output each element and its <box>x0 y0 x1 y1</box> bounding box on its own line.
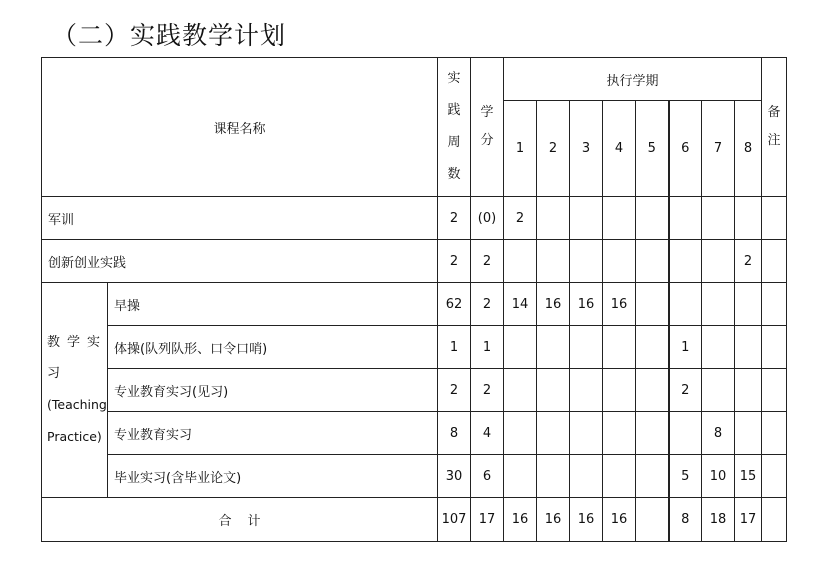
teaching-practice-category <box>42 283 108 498</box>
semester-cell <box>735 412 762 455</box>
weeks-cell: 62 <box>438 283 471 326</box>
semester-cell <box>702 240 735 283</box>
semester-cell: 2 <box>669 369 702 412</box>
semester-cell <box>570 412 603 455</box>
table-row <box>42 455 787 498</box>
header-row-top <box>42 58 787 101</box>
semester-header: 3 <box>570 101 603 197</box>
semester-cell <box>669 283 702 326</box>
practice-plan-table <box>41 57 787 542</box>
table-row <box>42 240 787 283</box>
semester-cell: 2 <box>735 240 762 283</box>
semester-cell <box>570 240 603 283</box>
practice-weeks-header: 实践周数 <box>438 58 471 197</box>
weeks-cell: 2 <box>438 240 471 283</box>
table-row <box>42 412 787 455</box>
semester-cell: 16 <box>537 283 570 326</box>
semester-cell <box>504 326 537 369</box>
semester-cell <box>636 197 669 240</box>
table-row <box>42 326 787 369</box>
semester-cell <box>537 412 570 455</box>
semester-cell <box>702 197 735 240</box>
total-semester-cell <box>636 498 669 542</box>
total-semester-cell: 18 <box>702 498 735 542</box>
category-en-line2: Practice) <box>47 429 102 444</box>
semester-cell: 14 <box>504 283 537 326</box>
course-name-cell: 专业教育实习(见习) <box>108 369 438 412</box>
semester-cell <box>603 240 636 283</box>
category-cn-line1: 教学实 <box>47 335 108 350</box>
semester-cell <box>735 283 762 326</box>
semester-cell <box>735 197 762 240</box>
semester-cell <box>537 455 570 498</box>
weeks-cell: 1 <box>438 326 471 369</box>
semester-cell <box>636 369 669 412</box>
weeks-cell: 2 <box>438 197 471 240</box>
semester-cell: 5 <box>669 455 702 498</box>
semester-header: 6 <box>669 101 702 197</box>
credits-cell: 4 <box>471 412 504 455</box>
category-en-line1: (Teaching <box>47 397 107 412</box>
course-name-cell: 专业教育实习 <box>108 412 438 455</box>
total-label: 合计 <box>42 498 438 542</box>
credits-cell: 2 <box>471 283 504 326</box>
semester-cell <box>537 240 570 283</box>
semesters-group-header: 执行学期 <box>504 58 762 101</box>
semester-cell <box>603 197 636 240</box>
total-remark-cell <box>762 498 787 542</box>
semester-cell <box>702 283 735 326</box>
category-cn-line2: 习 <box>47 366 61 381</box>
semester-cell: 15 <box>735 455 762 498</box>
semester-cell <box>570 197 603 240</box>
semester-cell: 1 <box>669 326 702 369</box>
total-semester-cell: 16 <box>537 498 570 542</box>
semester-cell <box>669 240 702 283</box>
course-name-header: 课程名称 <box>42 58 438 197</box>
semester-cell <box>636 455 669 498</box>
remark-cell <box>762 369 787 412</box>
table-row <box>42 369 787 412</box>
semester-cell: 16 <box>570 283 603 326</box>
remark-cell <box>762 283 787 326</box>
semester-cell: 16 <box>603 283 636 326</box>
semester-cell: 10 <box>702 455 735 498</box>
credits-cell: 2 <box>471 369 504 412</box>
semester-cell <box>669 197 702 240</box>
total-weeks-cell: 107 <box>438 498 471 542</box>
semester-cell <box>504 412 537 455</box>
semester-cell: 8 <box>702 412 735 455</box>
total-semester-cell: 8 <box>669 498 702 542</box>
semester-cell <box>504 240 537 283</box>
total-credits-cell: 17 <box>471 498 504 542</box>
semester-cell <box>570 369 603 412</box>
total-semester-cell: 17 <box>735 498 762 542</box>
credits-cell: (0) <box>471 197 504 240</box>
semester-header: 4 <box>603 101 636 197</box>
table-row <box>42 197 787 240</box>
semester-cell <box>570 326 603 369</box>
table-row <box>42 283 787 326</box>
credits-header: 学分 <box>471 58 504 197</box>
remark-cell <box>762 197 787 240</box>
course-name-cell: 军训 <box>42 197 438 240</box>
semester-header: 5 <box>636 101 669 197</box>
semester-cell <box>570 455 603 498</box>
weeks-cell: 8 <box>438 412 471 455</box>
remark-cell <box>762 240 787 283</box>
semester-cell: 2 <box>504 197 537 240</box>
credits-cell: 2 <box>471 240 504 283</box>
remarks-header: 备注 <box>762 58 787 197</box>
section-title: （二）实践教学计划 <box>52 21 287 50</box>
semester-cell <box>603 455 636 498</box>
weeks-cell: 30 <box>438 455 471 498</box>
course-name-cell: 毕业实习(含毕业论文) <box>108 455 438 498</box>
semester-cell <box>735 326 762 369</box>
remark-cell <box>762 412 787 455</box>
semester-header: 1 <box>504 101 537 197</box>
credits-cell: 1 <box>471 326 504 369</box>
weeks-cell: 2 <box>438 369 471 412</box>
total-semester-cell: 16 <box>504 498 537 542</box>
semester-cell <box>537 369 570 412</box>
semester-cell <box>636 412 669 455</box>
credits-cell: 6 <box>471 455 504 498</box>
semester-header: 2 <box>537 101 570 197</box>
semester-cell <box>702 369 735 412</box>
semester-cell <box>735 369 762 412</box>
semester-cell <box>702 326 735 369</box>
semester-cell <box>537 326 570 369</box>
course-name-cell: 创新创业实践 <box>42 240 438 283</box>
semester-cell <box>669 412 702 455</box>
total-row <box>42 498 787 542</box>
course-name-cell: 体操(队列队形、口令口哨) <box>108 326 438 369</box>
semester-cell <box>636 283 669 326</box>
semester-cell <box>603 326 636 369</box>
semester-cell <box>504 455 537 498</box>
remark-cell <box>762 326 787 369</box>
course-name-cell: 早操 <box>108 283 438 326</box>
total-semester-cell: 16 <box>603 498 636 542</box>
semester-cell <box>603 369 636 412</box>
total-semester-cell: 16 <box>570 498 603 542</box>
semester-header: 8 <box>735 101 762 197</box>
semester-header: 7 <box>702 101 735 197</box>
semester-cell <box>636 326 669 369</box>
semester-cell <box>504 369 537 412</box>
remark-cell <box>762 455 787 498</box>
semester-cell <box>537 197 570 240</box>
semester-cell <box>636 240 669 283</box>
semester-cell <box>603 412 636 455</box>
